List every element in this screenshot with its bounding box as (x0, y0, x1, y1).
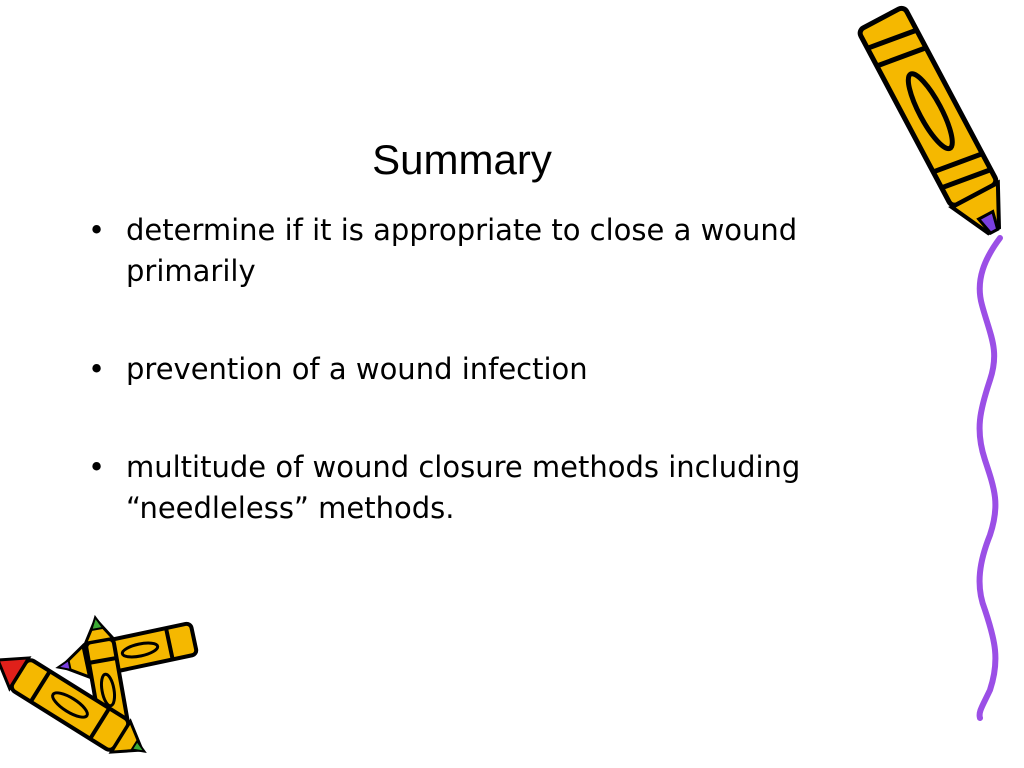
bullet-item (88, 349, 888, 390)
bullet-marker: • (88, 213, 106, 247)
bullet-item (88, 447, 888, 529)
bullet-text: determine if it is appropriate to close a wound primarily (126, 213, 798, 288)
bullet-marker: • (88, 352, 106, 386)
slide-title: Summary (372, 136, 552, 183)
bullet-text: prevention of a wound infection (126, 352, 588, 386)
bullet-text: multitude of wound closure methods including “needleless” methods. (126, 450, 801, 525)
bullet-item (88, 210, 888, 292)
bullet-marker: • (88, 450, 106, 484)
bullet-list (88, 210, 888, 586)
